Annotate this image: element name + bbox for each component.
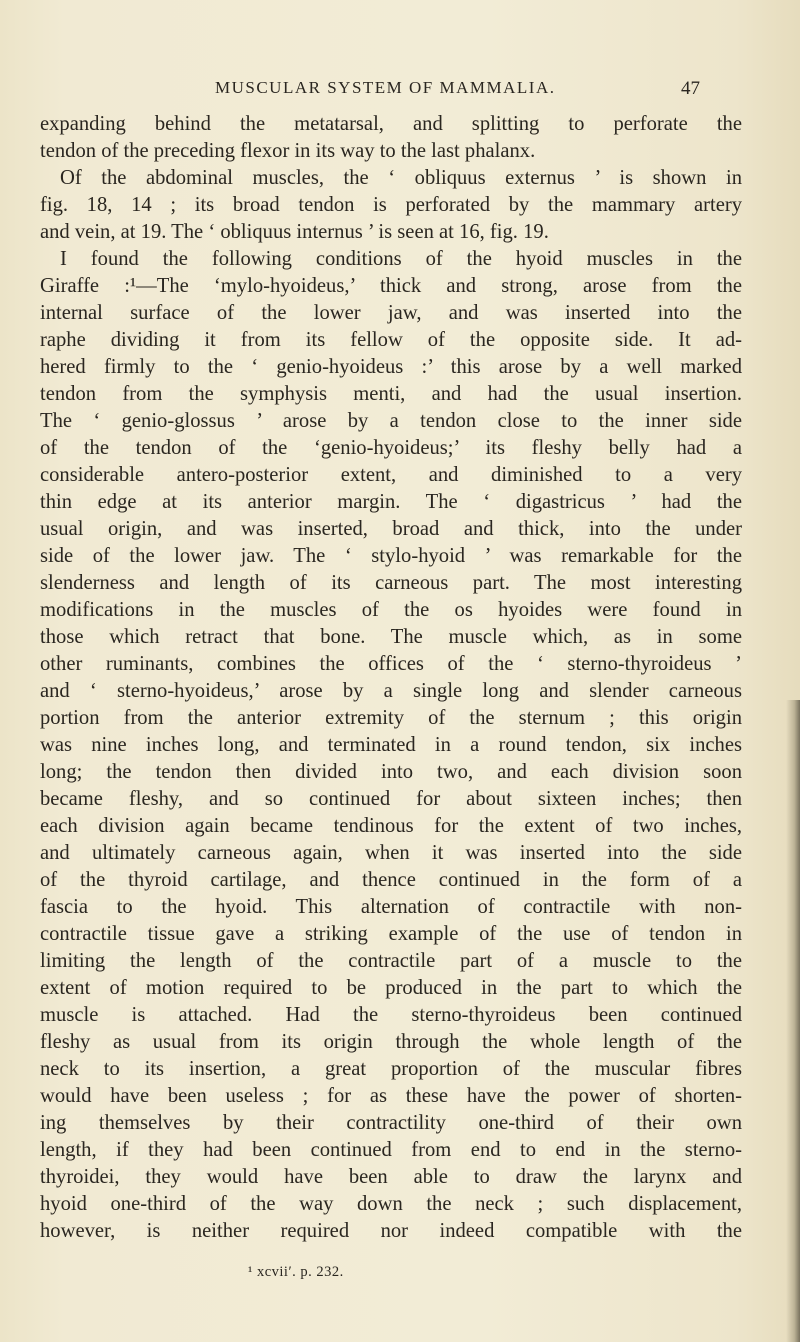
text-line: tendon from the symphysis menti, and had the usual insertion. — [40, 383, 742, 405]
text-line: of the tendon of the ‘genio-hyoideus;’ its fleshy belly had a — [40, 437, 742, 459]
page-number: 47 — [681, 78, 700, 99]
text-line: slenderness and length of its carneous part. The most interesting — [40, 572, 742, 594]
text-line: fig. 18, 14 ; its broad tendon is perforated by the mammary artery — [40, 194, 742, 216]
text-line: those which retract that bone. The muscle which, as in some — [40, 626, 742, 648]
text-line: was nine inches long, and terminated in a round tendon, six inches — [40, 734, 742, 756]
text-line: modifications in the muscles of the os hyoides were found in — [40, 599, 742, 621]
text-line: contractile tissue gave a striking example of the use of tendon in — [40, 923, 742, 945]
text-line: other ruminants, combines the offices of the ‘ sterno-thyroideus ’ — [40, 653, 742, 675]
text-line: neck to its insertion, a great proportion of the muscular fibres — [40, 1058, 742, 1080]
text-line: became fleshy, and so continued for about sixteen inches; then — [40, 788, 742, 810]
text-line: Of the abdominal muscles, the ‘ obliquus externus ’ is shown in — [60, 167, 742, 189]
page-edge-shadow — [786, 700, 800, 1342]
running-head: MUSCULAR SYSTEM OF MAMMALIA. — [215, 78, 556, 97]
text-line: The ‘ genio-glossus ’ arose by a tendon close to the inner side — [40, 410, 742, 432]
text-line: would have been useless ; for as these have the power of shorten- — [40, 1085, 742, 1107]
text-line: of the thyroid cartilage, and thence continued in the form of a — [40, 869, 742, 891]
page-header — [150, 78, 700, 108]
text-line: tendon of the preceding flexor in its way to the last phalanx. — [40, 140, 536, 162]
text-line: muscle is attached. Had the sterno-thyroideus been continued — [40, 1004, 742, 1026]
text-line: raphe dividing it from its fellow of the opposite side. It ad- — [40, 329, 742, 351]
text-line: Giraffe :¹—The ‘mylo-hyoideus,’ thick and strong, arose from the — [40, 275, 742, 297]
text-line: expanding behind the metatarsal, and splitting to perforate the — [40, 113, 742, 135]
text-line: hyoid one-third of the way down the neck ; such displacement, — [40, 1193, 742, 1215]
text-line: and ‘ sterno-hyoideus,’ arose by a single long and slender carneous — [40, 680, 742, 702]
text-line: and vein, at 19. The ‘ obliquus internus ’ is seen at 16, fig. 19. — [40, 221, 549, 243]
text-line: fascia to the hyoid. This alternation of contractile with non- — [40, 896, 742, 918]
text-line: length, if they had been continued from end to end in the sterno- — [40, 1139, 742, 1161]
text-line: usual origin, and was inserted, broad and thick, into the under — [40, 518, 742, 540]
text-line: I found the following conditions of the hyoid muscles in the — [60, 248, 742, 270]
text-line: hered firmly to the ‘ genio-hyoideus :’ this arose by a well marked — [40, 356, 742, 378]
text-line: limiting the length of the contractile part of a muscle to the — [40, 950, 742, 972]
body-text — [40, 111, 742, 1245]
text-line: thin edge at its anterior margin. The ‘ digastricus ’ had the — [40, 491, 742, 513]
text-line: thyroidei, they would have been able to draw the larynx and — [40, 1166, 742, 1188]
text-line: side of the lower jaw. The ‘ stylo-hyoid ’ was remarkable for the — [40, 545, 742, 567]
text-line: portion from the anterior extremity of the sternum ; this origin — [40, 707, 742, 729]
text-line: considerable antero-posterior extent, and diminished to a very — [40, 464, 742, 486]
text-line: internal surface of the lower jaw, and was inserted into the — [40, 302, 742, 324]
text-line: each division again became tendinous for the extent of two inches, — [40, 815, 742, 837]
text-line: extent of motion required to be produced in the part to which the — [40, 977, 742, 999]
text-line: fleshy as usual from its origin through the whole length of the — [40, 1031, 742, 1053]
text-line: ing themselves by their contractility one-third of their own — [40, 1112, 742, 1134]
text-line: and ultimately carneous again, when it was inserted into the side — [40, 842, 742, 864]
footnote: ¹ xcvii′. p. 232. — [248, 1264, 344, 1280]
text-line: long; the tendon then divided into two, and each division soon — [40, 761, 742, 783]
text-line: however, is neither required nor indeed compatible with the — [40, 1220, 742, 1242]
